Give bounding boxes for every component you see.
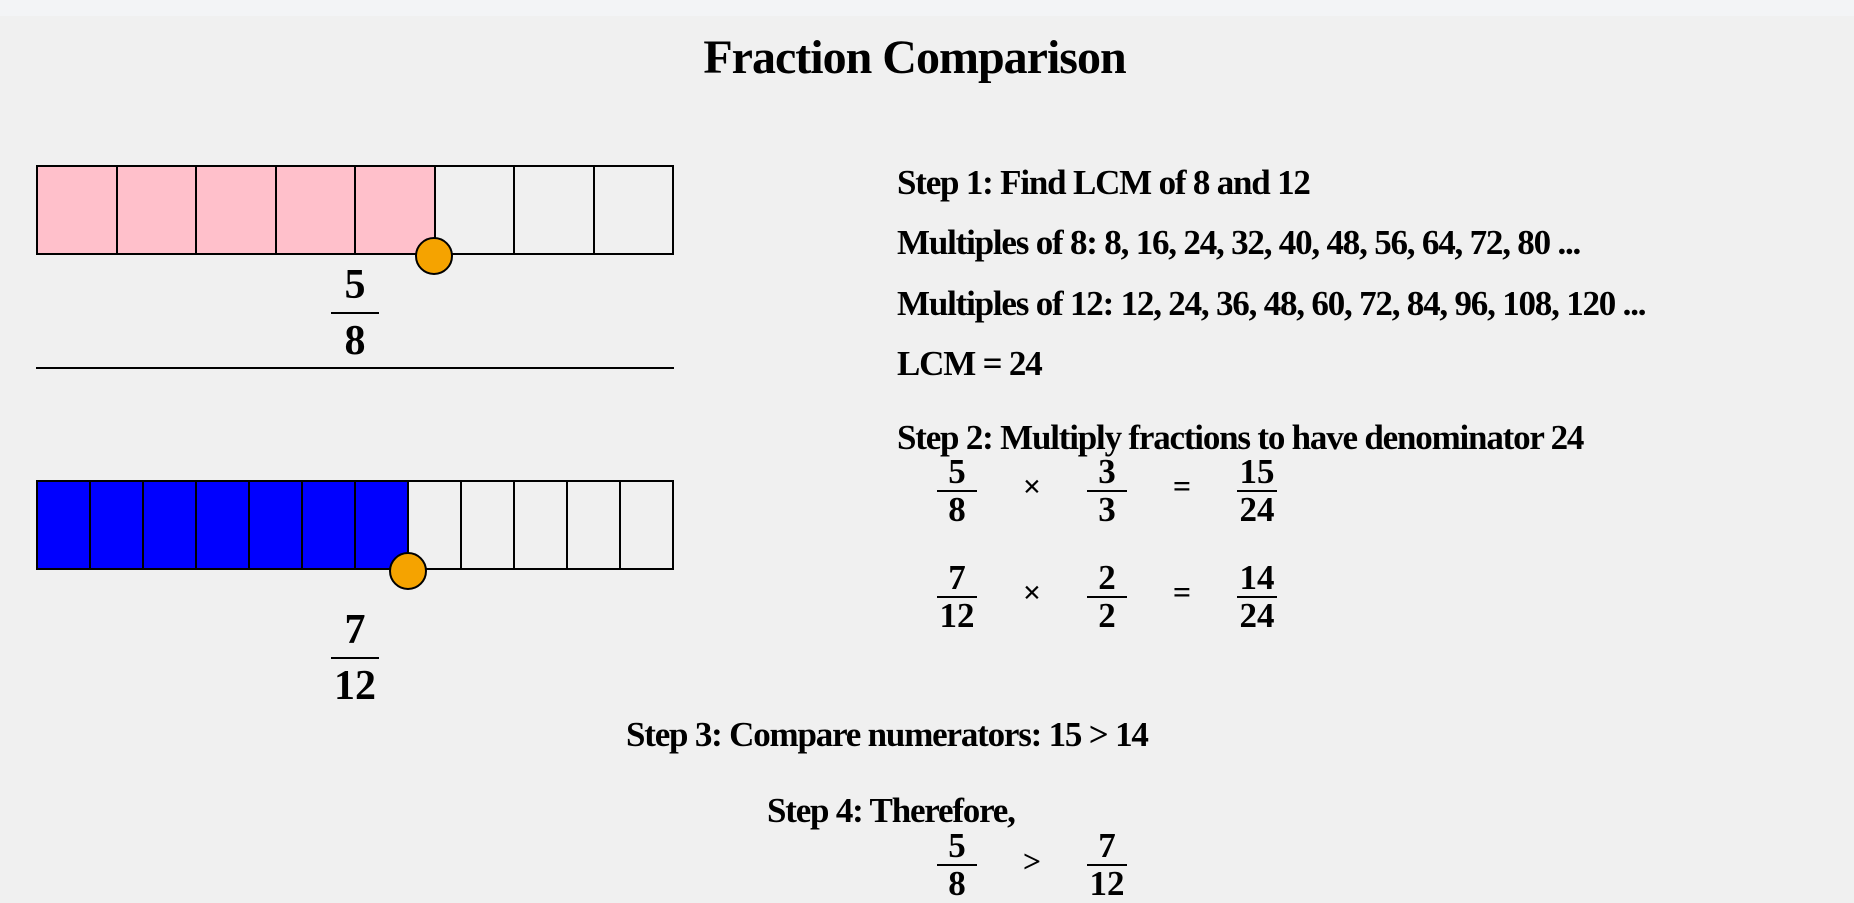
denominator: 24 [1239,596,1275,635]
fraction-handle-5-8[interactable] [415,237,453,275]
step2-row1-fraction-result [1237,454,1277,528]
empty-part [593,167,673,253]
step4-text: Step 4: Therefore, [767,791,1015,830]
multiply-sign: × [1022,468,1042,504]
filled-part [195,482,248,568]
fraction-label-5-8 [331,258,379,368]
page-title: Fraction Comparison [703,31,1126,84]
greater-than-sign: > [1022,843,1042,879]
step2-row1-fraction-b [1087,454,1127,528]
equals-sign: = [1172,574,1192,610]
numerator: 5 [344,262,366,308]
step2-row2-fraction-result [1237,560,1277,634]
step3-text: Step 3: Compare numerators: 15 > 14 [626,715,1148,754]
filled-part [38,482,89,568]
filled-part [275,167,355,253]
empty-part [619,482,672,568]
denominator: 12 [334,663,376,709]
numerator: 7 [344,607,366,653]
filled-part [195,167,275,253]
multiples-of-8: Multiples of 8: 8, 16, 24, 32, 40, 48, 56, 64, 72, 80 ... [897,223,1581,262]
numerator: 7 [948,558,966,597]
filled-part [142,482,195,568]
step4-left-fraction [937,828,977,902]
empty-part [513,482,566,568]
multiples-of-12: Multiples of 12: 12, 24, 36, 48, 60, 72, 84, 96, 108, 120 ... [897,284,1646,323]
denominator: 12 [1089,864,1125,903]
denominator: 8 [948,864,966,903]
filled-part [301,482,354,568]
step2-row2-fraction-a [937,560,977,634]
filled-part [116,167,196,253]
equals-sign: = [1172,468,1192,504]
denominator: 12 [939,596,975,635]
numerator: 14 [1239,558,1275,597]
top-strip [0,0,1854,16]
step1-heading: Step 1: Find LCM of 8 and 12 [897,163,1310,202]
step4-right-fraction [1087,828,1127,902]
step2-heading: Step 2: Multiply fractions to have denominator 24 [897,418,1584,457]
numerator: 7 [1098,826,1116,865]
denominator: 2 [1098,596,1116,635]
step2-row2-fraction-b [1087,560,1127,634]
filled-part [89,482,142,568]
lcm-result: LCM = 24 [897,344,1042,383]
denominator: 8 [948,490,966,529]
empty-part [566,482,619,568]
numerator: 5 [948,826,966,865]
empty-part [460,482,513,568]
denominator: 8 [344,318,366,364]
divider-line [36,367,674,369]
fraction-bar-5-8 [36,165,674,255]
numerator: 15 [1239,452,1275,491]
filled-part [248,482,301,568]
filled-part [38,167,116,253]
step2-row1-fraction-a [937,454,977,528]
numerator: 5 [948,452,966,491]
numerator: 3 [1098,452,1116,491]
empty-part [513,167,593,253]
denominator: 3 [1098,490,1116,529]
multiply-sign: × [1022,574,1042,610]
numerator: 2 [1098,558,1116,597]
denominator: 24 [1239,490,1275,529]
fraction-bar-7-12 [36,480,674,570]
fraction-handle-7-12[interactable] [389,552,427,590]
fraction-label-7-12 [331,603,379,713]
